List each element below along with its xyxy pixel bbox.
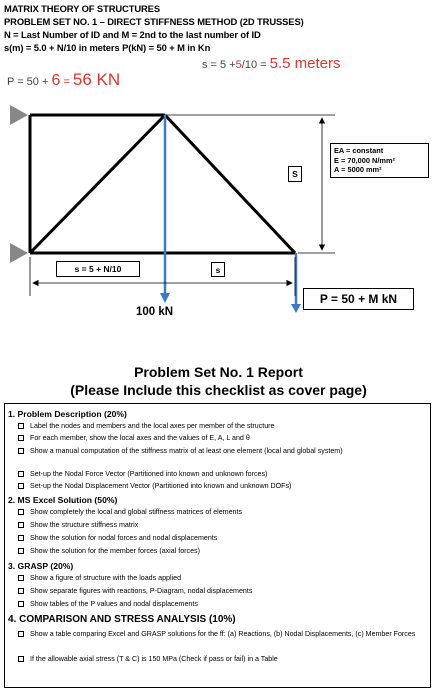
prop-e: E = 70,000 N/mm² — [334, 155, 396, 165]
s-n-value: 5 — [235, 59, 242, 71]
section-problem-description: 1. Problem Description (20%) — [8, 409, 127, 419]
course-title: MATRIX THEORY OF STRUCTURES — [4, 3, 160, 14]
checkbox[interactable] — [18, 435, 24, 441]
checkbox[interactable] — [18, 588, 24, 594]
checklist-item[interactable]: Show completely the local and global stiffness matrices of elements — [30, 508, 422, 517]
checkbox[interactable] — [18, 423, 24, 429]
checklist-frame — [4, 403, 431, 688]
checkbox[interactable] — [18, 471, 24, 477]
checklist-item[interactable]: Set-up the Nodal Force Vector (Partitioned into known and unknown forces) — [30, 470, 422, 479]
checklist-item[interactable]: Show separate figures with reactions, P-Diagram, nodal displacements — [30, 587, 422, 596]
section-ms-excel: 2. MS Excel Solution (50%) — [8, 495, 118, 505]
checkbox[interactable] — [18, 575, 24, 581]
member-diagonal-right — [165, 115, 295, 253]
load-label-right: P = 50 + M kN — [303, 288, 414, 310]
report-title: Problem Set No. 1 Report — [134, 364, 303, 380]
formula-s-p: s(m) = 5.0 + N/10 in meters P(kN) = 50 + M in Kn — [4, 42, 211, 53]
s-prefix: s = 5 + — [202, 59, 236, 71]
member-diagonal-left — [30, 115, 165, 253]
dim-label-left-span: s = 5 + N/10 — [56, 261, 140, 277]
checkbox[interactable] — [18, 656, 24, 662]
checklist-item[interactable]: For each member, show the local axes and the values of E, A, L and θ — [30, 434, 422, 443]
checkbox[interactable] — [18, 535, 24, 541]
checklist-item[interactable]: Show a figure of structure with the loads applied — [30, 574, 422, 583]
load-arrowhead-right — [291, 304, 301, 313]
checklist-item[interactable]: Show the solution for the member forces (axial forces) — [30, 547, 422, 556]
section-comparison: 4. COMPARISON AND STRESS ANALYSIS (10%) — [8, 614, 236, 625]
s-slash: /10 = — [241, 59, 267, 71]
load-label-middle: 100 kN — [136, 306, 174, 318]
checkbox[interactable] — [18, 522, 24, 528]
problem-set-title: PROBLEM SET NO. 1 – DIRECT STIFFNESS METHOD (2D TRUSSES) — [4, 16, 304, 27]
report-subtitle: (Please Include this checklist as cover page) — [70, 382, 367, 398]
p-equals: = — [63, 76, 70, 88]
section-grasp: 3. GRASP (20%) — [8, 561, 74, 571]
material-properties-box — [330, 143, 429, 178]
checklist-item[interactable]: Show the structure stiffness matrix — [30, 521, 422, 530]
pin-support-bottom — [10, 243, 28, 263]
checklist-item[interactable]: If the allowable axial stress (T & C) is 150 MPa (Check if pass or fail) in a Table — [30, 655, 422, 664]
dim-label-vertical-s: S — [288, 166, 302, 182]
p-result: 56 KN — [72, 70, 121, 89]
p-m-value: 6 — [51, 72, 61, 89]
checkbox[interactable] — [18, 601, 24, 607]
checkbox[interactable] — [18, 448, 24, 454]
checklist-item[interactable]: Show a table comparing Excel and GRASP solutions for the ff: (a) Reactions, (b) Nodal Displacements, (c) Member Forces — [30, 630, 422, 639]
checkbox[interactable] — [18, 509, 24, 515]
checklist-item[interactable]: Show tables of the P values and nodal displacements — [30, 600, 422, 609]
prop-a: A = 5000 mm² — [334, 165, 382, 175]
checkbox[interactable] — [18, 631, 24, 637]
pin-support-top — [10, 105, 28, 125]
s-result: 5.5 meters — [269, 55, 341, 72]
definition-n-m: N = Last Number of ID and M = 2nd to the last number of ID — [4, 29, 261, 40]
checklist-item[interactable]: Show a manual computation of the stiffness matrix of at least one element (local and global system) — [30, 447, 422, 456]
truss-members — [30, 115, 295, 253]
checkbox[interactable] — [18, 548, 24, 554]
checklist-item[interactable]: Set-up the Nodal Displacement Vector (Partitioned into known and unknown DOFs) — [30, 482, 422, 491]
checkbox[interactable] — [18, 483, 24, 489]
load-arrowhead-middle — [160, 293, 170, 303]
prop-ea: EA = constant — [334, 146, 384, 155]
dim-label-right-span: s — [211, 262, 225, 277]
p-prefix: P = 50 + — [7, 76, 49, 88]
checklist-item[interactable]: Label the nodes and members and the local axes per member of the structure — [30, 422, 422, 431]
checklist-item[interactable]: Show the solution for nodal forces and nodal displacements — [30, 534, 422, 543]
